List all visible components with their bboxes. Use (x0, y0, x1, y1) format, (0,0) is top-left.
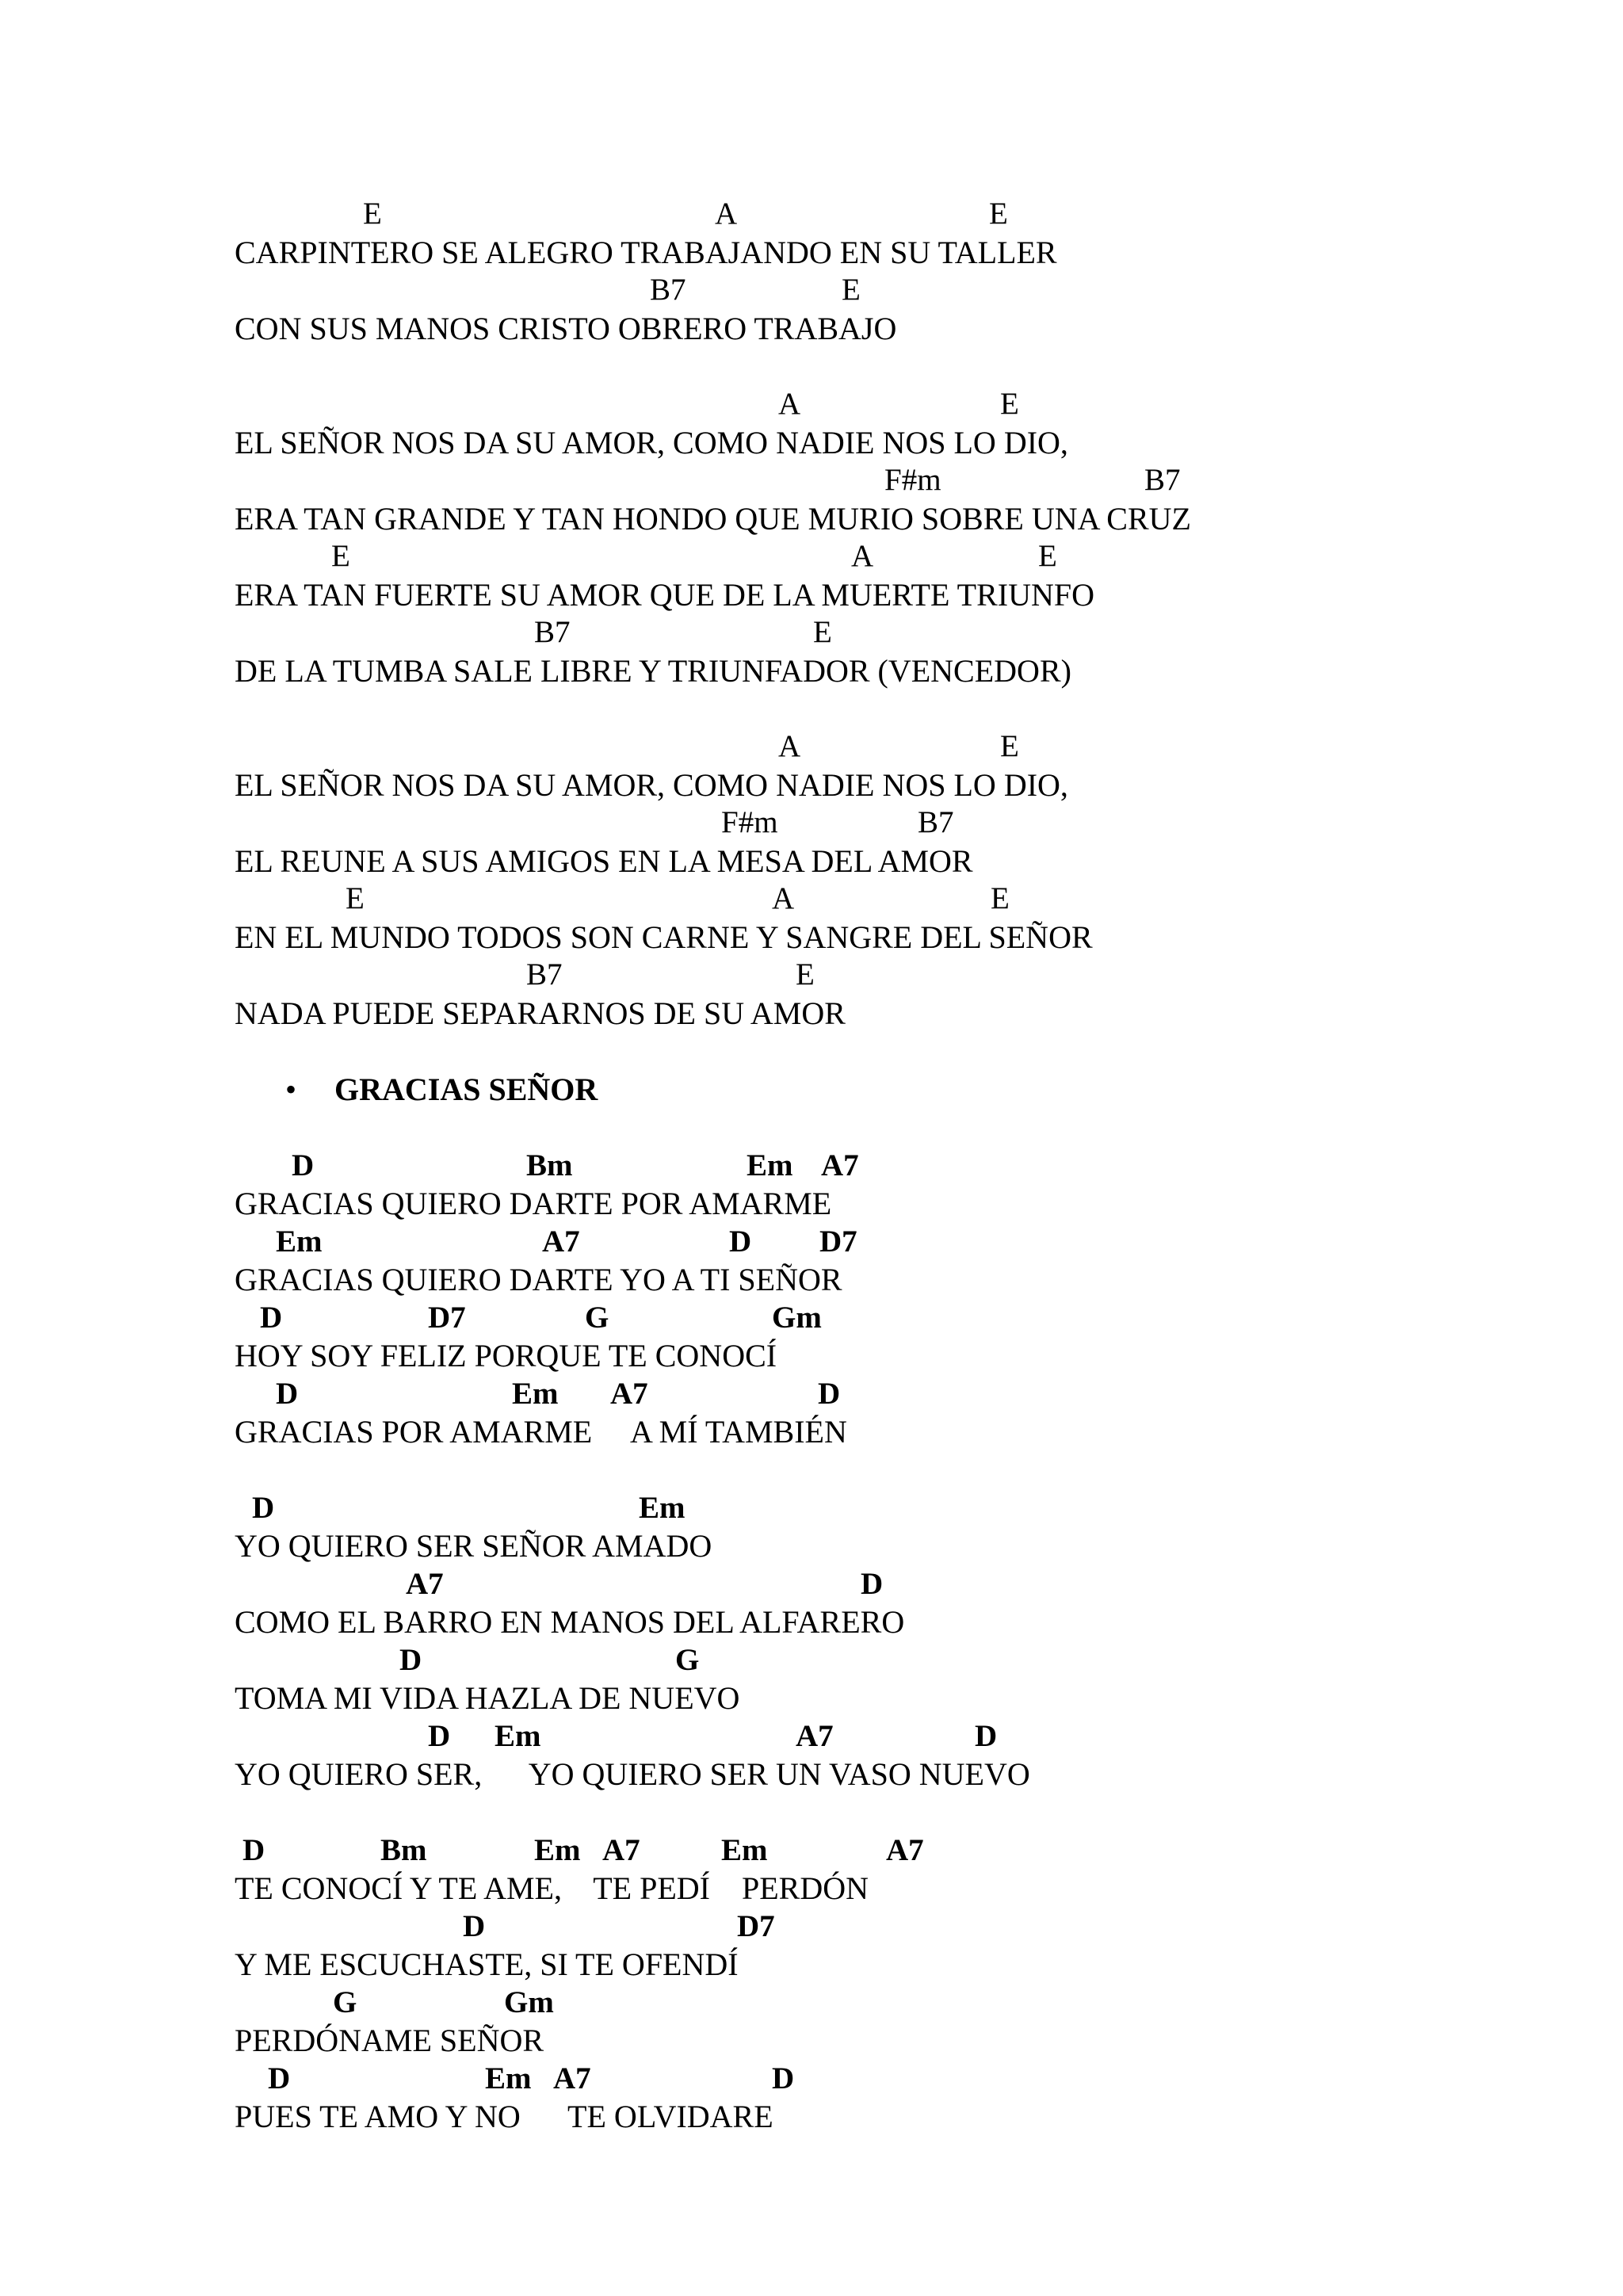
chord: E (991, 881, 1010, 915)
lyric-line: TOMA MI VIDA HAZLA DE NUEVO (235, 1680, 740, 1716)
chord: A (715, 197, 738, 231)
chord: D (818, 1377, 841, 1411)
chord: E (796, 957, 815, 991)
chord: B7 (918, 805, 954, 839)
chord: D (276, 1377, 299, 1411)
chord: F#m (884, 463, 941, 497)
chord: D7 (428, 1301, 466, 1335)
chord: F#m (721, 805, 778, 839)
lyric-line: EL REUNE A SUS AMIGOS EN LA MESA DEL AMOR (235, 843, 973, 879)
chord: Em (747, 1148, 793, 1182)
lyric-line: CON SUS MANOS CRISTO OBRERO TRABAJO (235, 311, 897, 346)
lyric-line: Y ME ESCUCHASTE, SI TE OFENDÍ (235, 1946, 739, 1982)
lyric-line: GRACIAS QUIERO DARTE POR AMARME (235, 1186, 832, 1221)
lyric-line: EL SEÑOR NOS DA SU AMOR, COMO NADIE NOS LO DIO, (235, 767, 1068, 803)
chord: A7 (602, 1833, 640, 1867)
chord: D (463, 1909, 486, 1943)
chord: E (331, 539, 350, 573)
lyric-line: GRACIAS QUIERO DARTE YO A TI SEÑOR (235, 1262, 842, 1297)
chord: Em (512, 1377, 559, 1411)
chord: D (260, 1301, 283, 1335)
chord: Em (485, 2061, 532, 2095)
lyric-line: YO QUIERO SER SEÑOR AMADO (235, 1528, 712, 1564)
lyric-line: DE LA TUMBA SALE LIBRE Y TRIUNFADOR (VENCEDOR) (235, 653, 1071, 689)
chord: D7 (819, 1224, 857, 1259)
chord: D (975, 1719, 998, 1753)
lyric-line: CARPINTERO SE ALEGRO TRABAJANDO EN SU TALLER (235, 235, 1057, 270)
chord: A7 (553, 2061, 591, 2095)
chord: E (346, 881, 365, 915)
chord: D (252, 1491, 275, 1525)
chord: A7 (821, 1148, 859, 1182)
chord: Em (534, 1833, 581, 1867)
chord: A (778, 729, 801, 763)
chord: Gm (772, 1301, 822, 1335)
bullet-icon: • (285, 1072, 297, 1107)
chord: A7 (610, 1377, 648, 1411)
lyric-line: EN EL MUNDO TODOS SON CARNE Y SANGRE DEL SEÑOR (235, 919, 1093, 955)
lyric-line: GRACIAS POR AMARME A MÍ TAMBIÉN (235, 1414, 847, 1450)
chord: Bm (526, 1148, 573, 1182)
chord: Bm (380, 1833, 427, 1867)
chord: E (1038, 539, 1057, 573)
chord: D (772, 2061, 795, 2095)
chord: A7 (796, 1719, 834, 1753)
chord: E (842, 273, 861, 307)
chord: G (333, 1985, 357, 2019)
lyric-line: EL SEÑOR NOS DA SU AMOR, COMO NADIE NOS LO DIO, (235, 425, 1068, 460)
chord: B7 (534, 615, 571, 649)
chord: D (861, 1567, 884, 1601)
chord: E (363, 197, 382, 231)
lyric-line: ERA TAN GRANDE Y TAN HONDO QUE MURIO SOBRE UNA CRUZ (235, 501, 1191, 537)
chord: Em (495, 1719, 541, 1753)
chord: E (989, 197, 1008, 231)
chord: D7 (737, 1909, 775, 1943)
chord: A7 (406, 1567, 444, 1601)
chord: E (1000, 387, 1019, 421)
chord: Gm (504, 1985, 554, 2019)
chord: E (1000, 729, 1019, 763)
chord: A7 (886, 1833, 924, 1867)
chord: B7 (1144, 463, 1181, 497)
song-title: GRACIAS SEÑOR (334, 1072, 598, 1107)
chord: B7 (650, 273, 686, 307)
lyric-line: HOY SOY FELIZ PORQUE TE CONOCÍ (235, 1338, 777, 1373)
chord: D (242, 1833, 265, 1867)
chord: E (813, 615, 832, 649)
chord: D (268, 2061, 291, 2095)
chord: A (772, 881, 795, 915)
lyric-line: TE CONOCÍ Y TE AME, TE PEDÍ PERDÓN (235, 1870, 869, 1906)
lyric-line: ERA TAN FUERTE SU AMOR QUE DE LA MUERTE TRIUNFO (235, 577, 1095, 613)
chord: A (778, 387, 801, 421)
lyric-line: COMO EL BARRO EN MANOS DEL ALFARERO (235, 1604, 905, 1640)
lyric-line: PERDÓNAME SEÑOR (235, 2023, 544, 2058)
chord: A (851, 539, 874, 573)
chord: G (585, 1301, 609, 1335)
chord: D (428, 1719, 451, 1753)
lyric-line: YO QUIERO SER, YO QUIERO SER UN VASO NUEVO (235, 1756, 1030, 1792)
chord: D (399, 1643, 422, 1677)
chord: B7 (526, 957, 563, 991)
lyric-line: NADA PUEDE SEPARARNOS DE SU AMOR (235, 995, 846, 1031)
chord: Em (639, 1491, 685, 1525)
chord: Em (276, 1224, 323, 1259)
chord: D (729, 1224, 752, 1259)
chord: D (292, 1148, 315, 1182)
chord: Em (721, 1833, 768, 1867)
chord: A7 (542, 1224, 580, 1259)
chord: G (675, 1643, 700, 1677)
lyric-line: PUES TE AMO Y NO TE OLVIDARE (235, 2099, 773, 2134)
